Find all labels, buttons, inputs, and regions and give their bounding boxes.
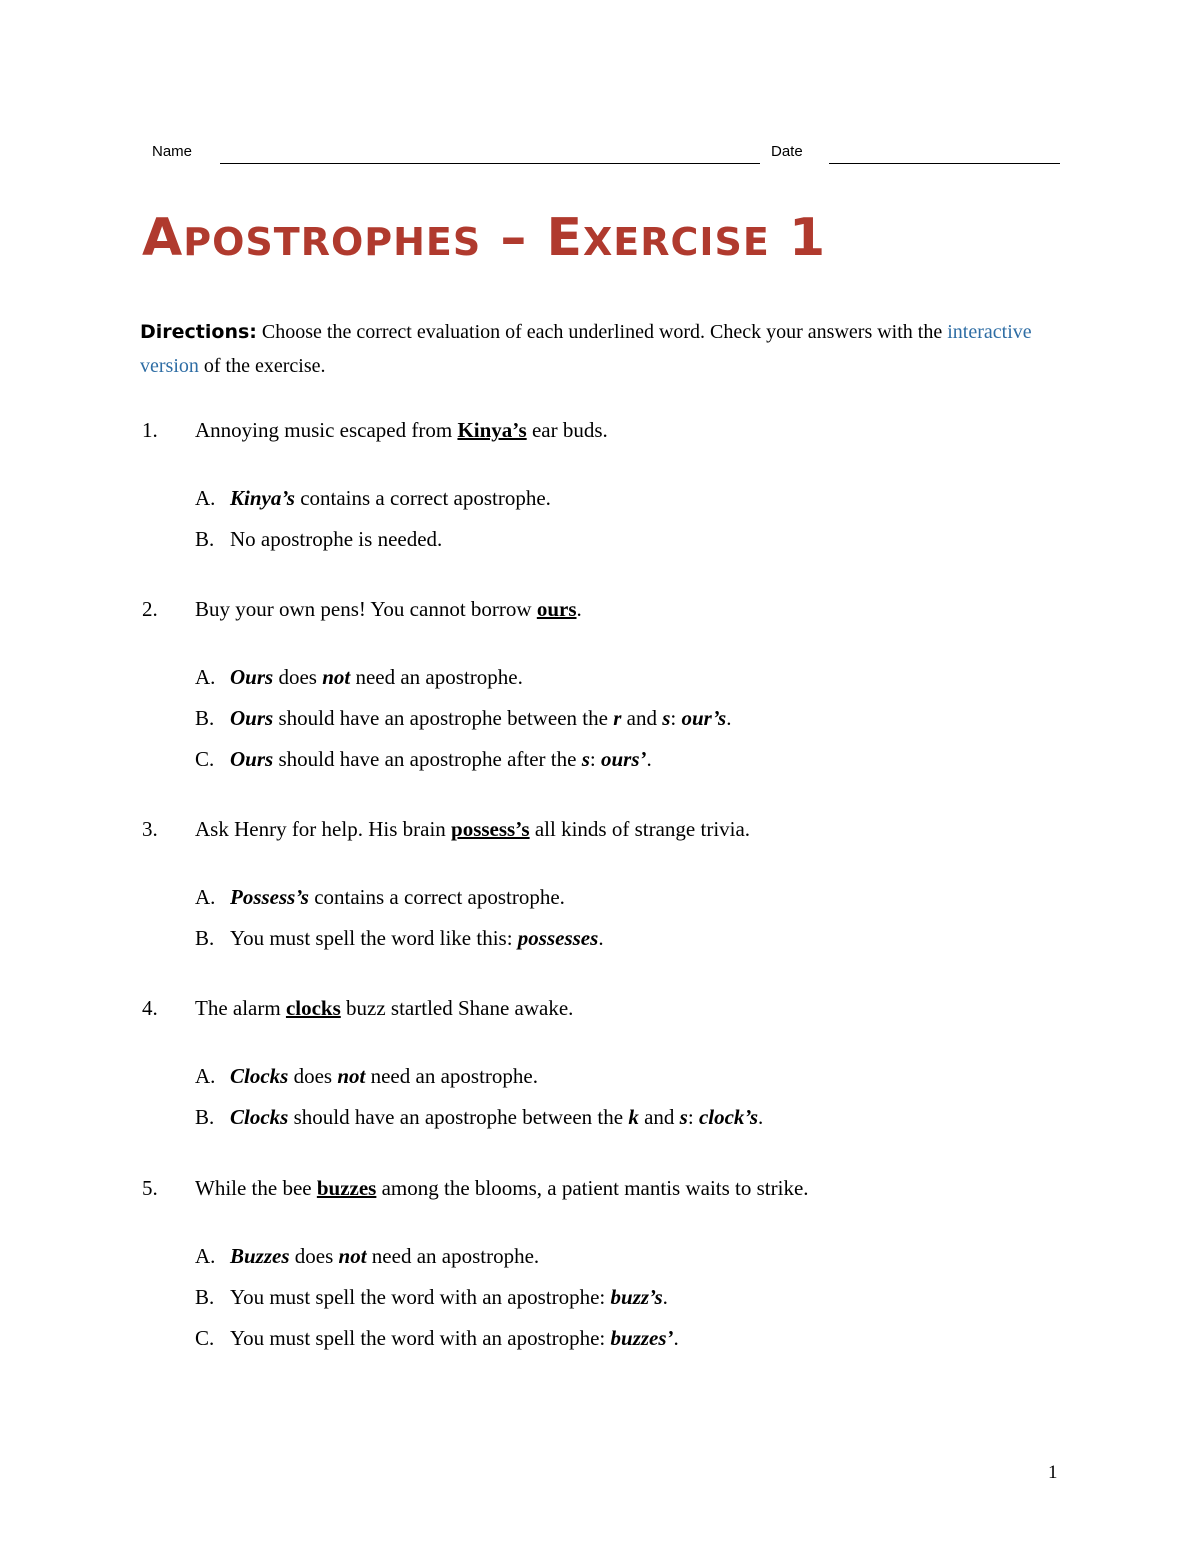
name-date-header: [152, 143, 1060, 167]
question-number: 4.: [142, 996, 158, 1020]
question-text: Ask Henry for help. His brain possess’s all kinds of strange trivia.: [195, 817, 751, 841]
option-b[interactable]: B. You must spell the word with an apostrophe: buzz’s.: [195, 1285, 668, 1309]
name-field[interactable]: [220, 163, 760, 164]
underlined-word: Kinya’s: [457, 418, 527, 442]
underlined-word: buzzes: [316, 1176, 377, 1200]
option-a[interactable]: A. Kinya’s contains a correct apostrophe.: [195, 486, 551, 510]
directions-text: Choose the correct evaluation of each underlined word. Check your answers with the: [256, 321, 948, 343]
page-number: 1: [1048, 1462, 1058, 1483]
option-a[interactable]: A. Ours does not need an apostrophe.: [195, 665, 523, 689]
question-number: 3.: [142, 817, 158, 841]
directions-label: Directions:: [140, 321, 257, 343]
option-a[interactable]: A. Buzzes does not need an apostrophe.: [195, 1244, 540, 1268]
option-a[interactable]: A. Clocks does not need an apostrophe.: [195, 1064, 538, 1088]
interactive-version-link[interactable]: interactive version: [140, 321, 1032, 377]
date-label: Date: [771, 143, 803, 160]
question-2: [140, 597, 1060, 777]
option-b[interactable]: B. No apostrophe is needed.: [195, 527, 443, 551]
underlined-word: possess’s: [451, 817, 530, 841]
option-c[interactable]: C. Ours should have an apostrophe after the s: ours’.: [195, 747, 652, 771]
question-number: 1.: [142, 418, 158, 442]
question-1: [140, 418, 1060, 557]
option-b[interactable]: B. Ours should have an apostrophe between the r and s: our’s.: [195, 706, 732, 730]
directions: [140, 315, 1060, 383]
underlined-word: ours: [536, 597, 577, 621]
option-a[interactable]: A. Possess’s contains a correct apostrophe.: [195, 885, 565, 909]
date-field[interactable]: [829, 163, 1060, 164]
option-b[interactable]: B. Clocks should have an apostrophe between the k and s: clock’s.: [195, 1105, 764, 1129]
directions-text-end: of the exercise.: [198, 355, 326, 377]
question-text: The alarm clocks buzz startled Shane awake.: [195, 996, 574, 1020]
question-text: Buy your own pens! You cannot borrow ours.: [195, 597, 582, 621]
question-5: [140, 1176, 1060, 1356]
question-number: 5.: [142, 1176, 158, 1200]
question-number: 2.: [142, 597, 158, 621]
name-label: Name: [152, 143, 193, 160]
option-c[interactable]: C. You must spell the word with an apostrophe: buzzes’.: [195, 1326, 679, 1350]
question-text: Annoying music escaped from Kinya’s ear buds.: [195, 418, 608, 442]
option-b[interactable]: B. You must spell the word like this: possesses.: [195, 926, 604, 950]
page-title: APOSTROPHES – EXERCISE 1: [142, 208, 827, 268]
question-4: [140, 996, 1060, 1135]
underlined-word: clocks: [285, 996, 341, 1020]
question-3: [140, 817, 1060, 956]
question-text: While the bee buzzes among the blooms, a patient mantis waits to strike.: [195, 1176, 809, 1200]
